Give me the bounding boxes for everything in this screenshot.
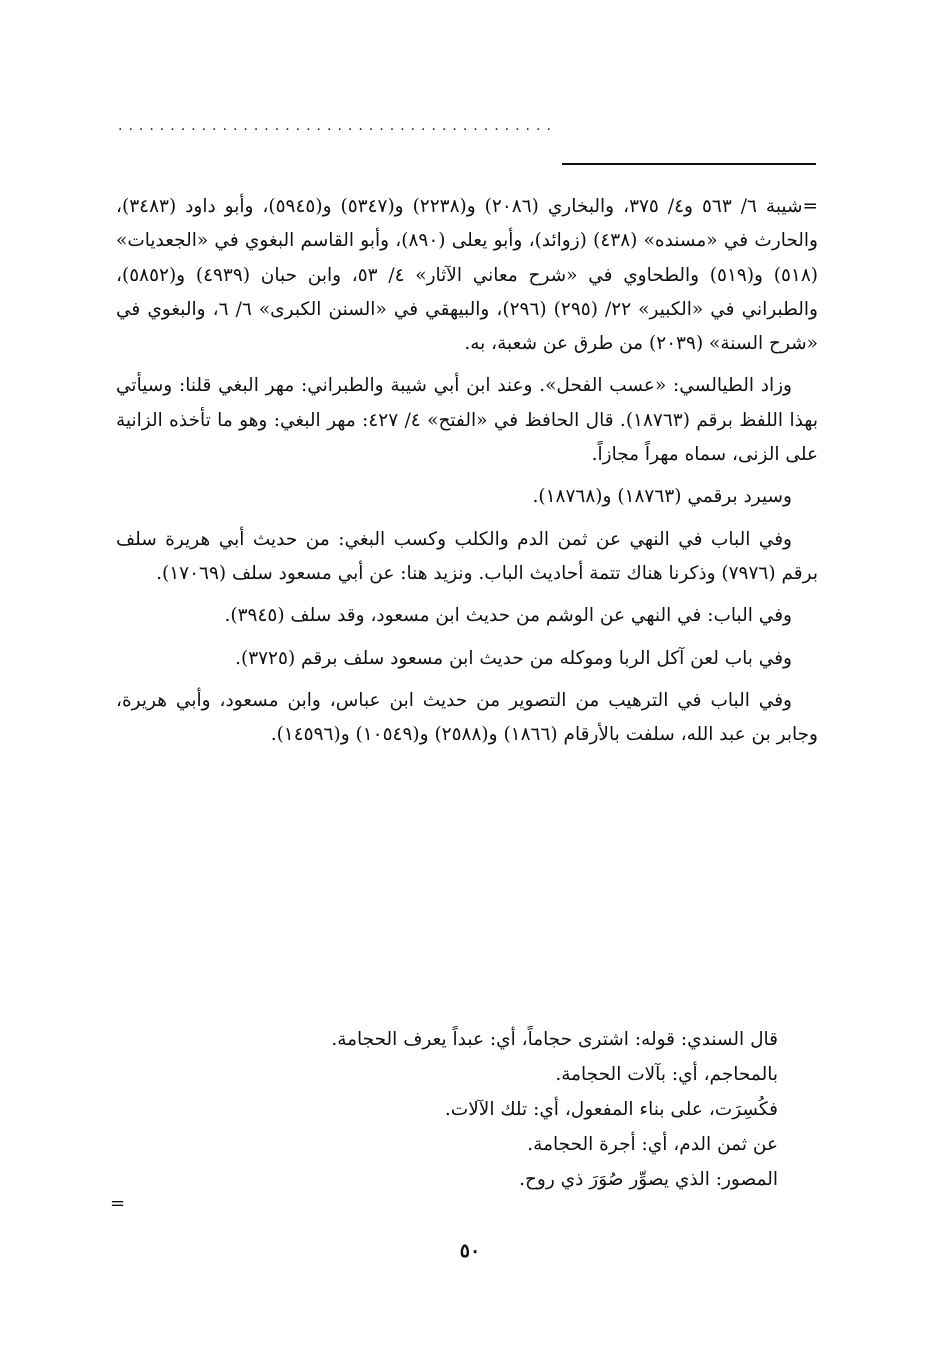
paragraph-bab-nahy: وفي الباب في النهي عن ثمن الدم والكلب وكسب البغي: من حديث أبي هريرة سلف برقم (٧٩٧٦) وذكرنا هناك تتمة أحاديث الباب. ونزيد هنا: عن أبي مسعود سلف (١٧٠٦٩). [116,528,818,584]
note-line: فكُسِرَت، على بناء المفعول، أي: تلك الآلات. [444,1099,778,1120]
note-line: قال السندي: قوله: اشترى حجاماً، أي: عبداً يعرف الحجامة. [331,1029,778,1050]
paragraph-cross-reference: وسيرد برقمي (١٨٧٦٣) و(١٨٧٦٨). [532,486,792,508]
footnote-rule [562,163,816,165]
footnote-body [116,190,818,760]
paragraph-bab-taswir: وفي الباب في الترهيب من التصوير من حديث ابن عباس، وابن مسعود، وأبي هريرة، وجابر بن عبد الله، سلفت بالأرقام (١٨٦٦) و(٢٥٨٨) و(١٠٥٤٩) و(١٤٥٩٦). [116,689,818,746]
paragraph-bab-washm: وفي الباب: في النهي عن الوشم من حديث ابن مسعود، وقد سلف (٣٩٤٥). [224,605,792,627]
note-line: عن ثمن الدم، أي: أجرة الحجامة. [527,1134,778,1155]
note-line: بالمحاجم، أي: بآلات الحجامة. [555,1064,778,1085]
note-line: المصور: الذي يصوِّر صُوَرَ ذي روح. [519,1169,778,1190]
continuation-mark: = [110,1193,126,1214]
page-number: ٥٠ [459,1240,481,1262]
sindi-notes [116,1022,818,1197]
separator-dots: .......................................... [118,118,557,134]
paragraph-sources: =شيبة ٦/ ٥٦٣ و٤/ ٣٧٥، والبخاري (٢٠٨٦) و(٢٢٣٨) و(٥٣٤٧) و(٥٩٤٥)، وأبو داود (٣٤٨٣)، والحارث في «مسنده» (٤٣٨) (زوائد)، وأبو يعلى (٨٩٠)، وأبو القاسم البغوي في «الجعديات» (٥١٨) و(٥١٩) والطحاوي في «شرح معاني الآثار» ٤/ ٥٣، وابن حبان (٤٩٣٩) و(٥٨٥٢)، والطبراني في «الكبير» ٢٢/ (٢٩٥) (٢٩٦)، والبيهقي في «السنن الكبرى» ٦/ ٦، والبغوي في «شرح السنة» (٢٠٣٩) من طرق عن شعبة، به. [116,196,818,355]
paragraph-bab-riba: وفي باب لعن آكل الربا وموكله من حديث ابن مسعود سلف برقم (٣٧٢٥). [235,647,792,669]
paragraph-tayalisi: وزاد الطيالسي: «عسب الفحل». وعند ابن أبي شيبة والطبراني: مهر البغي قلنا: وسيأتي بهذا اللفظ برقم (١٨٧٦٣). قال الحافظ في «الفتح» ٤/ ٤٢٧: مهر البغي: وهو ما تأخذه الزانية على الزنى، سماه مهراً مجازاً. [116,375,818,466]
